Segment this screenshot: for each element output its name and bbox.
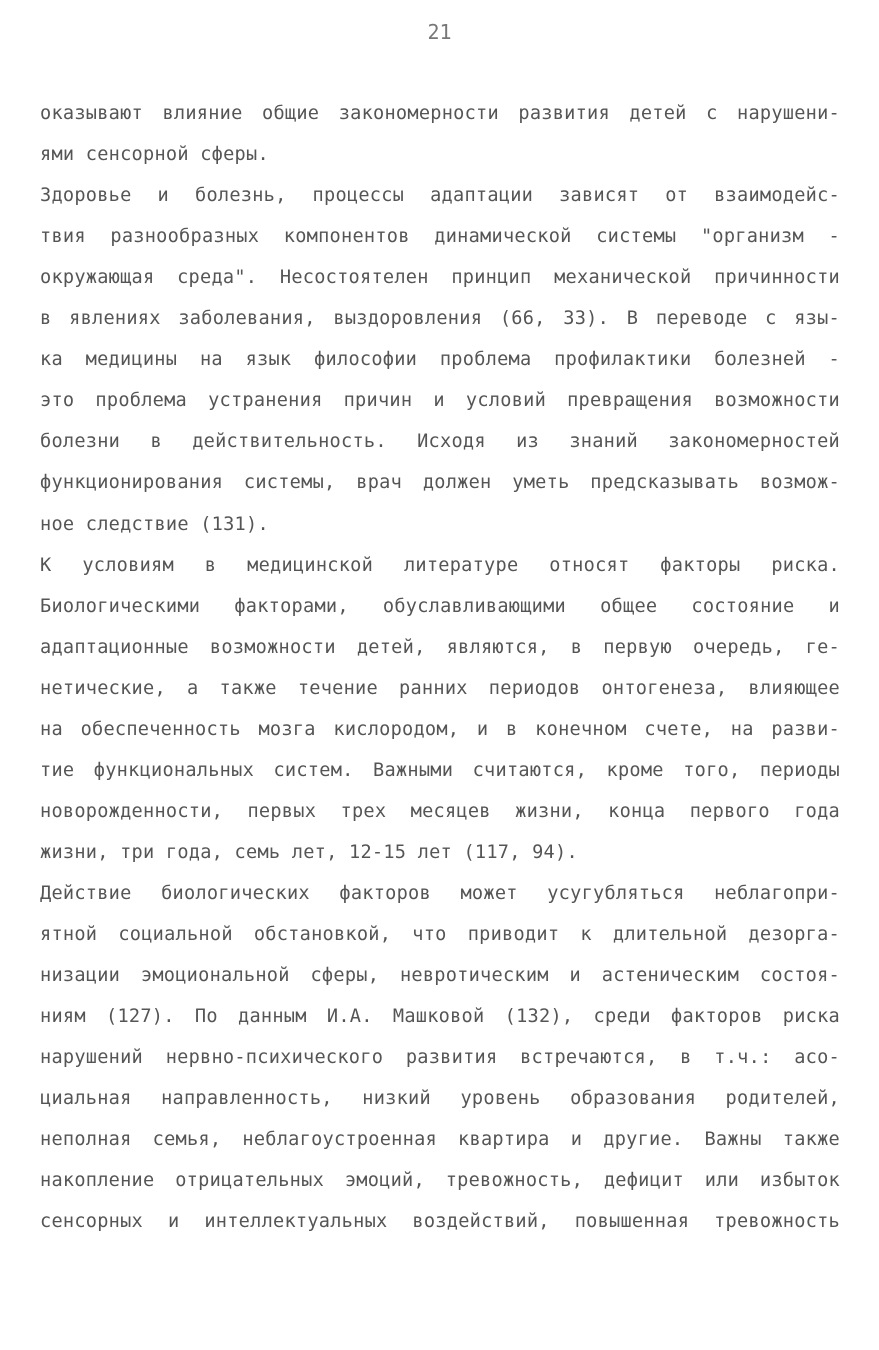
page-number: 21 xyxy=(427,20,452,44)
text-line: Биологическими факторами, обуславливающими общее состояние и xyxy=(40,595,840,617)
text-line: Здоровье и болезнь, процессы адаптации зависят от взаимодейс- xyxy=(40,185,840,207)
text-line: ятной социальной обстановкой, что приводит к длительной дезорга- xyxy=(40,924,840,945)
text-line: Действие биологических факторов может усугубляться неблагопри- xyxy=(40,882,840,904)
text-line: окружающая среда". Несостоятелен принцип механической причинности xyxy=(40,267,840,289)
text-line: циальная направленность, низкий уровень образования родителей, xyxy=(40,1088,840,1110)
text-line: твия разнообразных компонентов динамической системы "организм - xyxy=(40,226,840,248)
text-line: адаптационные возможности детей, являются, в первую очередь, ге- xyxy=(40,636,840,658)
text-line: оказывают влияние общие закономерности развития детей с нарушени- xyxy=(40,103,840,124)
text-line: болезни в действительность. Исходя из знаний закономерностей xyxy=(40,431,840,453)
text-line: новорожденности, первых трех месяцев жизни, конца первого года xyxy=(40,800,840,822)
text-line: ниям (127). По данным И.А. Машковой (132), среди факторов риска xyxy=(40,1006,840,1028)
text-line: ка медицины на язык философии проблема профилактики болезней - xyxy=(40,349,840,371)
text-line: низации эмоциональной сферы, невротическим и астеническим состоя- xyxy=(40,965,840,987)
text-line: ное следствие (131). xyxy=(40,513,269,535)
text-line: на обеспеченность мозга кислородом, и в конечном счете, на разви- xyxy=(40,718,840,740)
text-line: неполная семья, неблагоустроенная квартира и другие. Важны также xyxy=(40,1129,840,1151)
text-line: это проблема устранения причин и условий превращения возможности xyxy=(40,390,840,412)
text-line: в явлениях заболевания, выздоровления (66, 33). В переводе с язы- xyxy=(40,308,840,330)
text-line: функционирования системы, врач должен уметь предсказывать возмож- xyxy=(40,472,840,494)
text-line: нетические, а также течение ранних периодов онтогенеза, влияющее xyxy=(40,677,840,699)
text-line: нарушений нервно-психического развития встречаются, в т.ч.: асо- xyxy=(40,1047,840,1069)
text-line: К условиям в медицинской литературе относят факторы риска. xyxy=(40,554,840,576)
text-line: жизни, три года, семь лет, 12-15 лет (117, 94). xyxy=(40,841,578,863)
text-line: тие функциональных систем. Важными считаются, кроме того, периоды xyxy=(40,759,840,781)
text-line: сенсорных и интеллектуальных воздействий, повышенная тревожность xyxy=(40,1211,840,1233)
text-line: ями сенсорной сферы. xyxy=(40,144,269,166)
text-line: накопление отрицательных эмоций, тревожность, дефицит или избыток xyxy=(40,1170,840,1192)
